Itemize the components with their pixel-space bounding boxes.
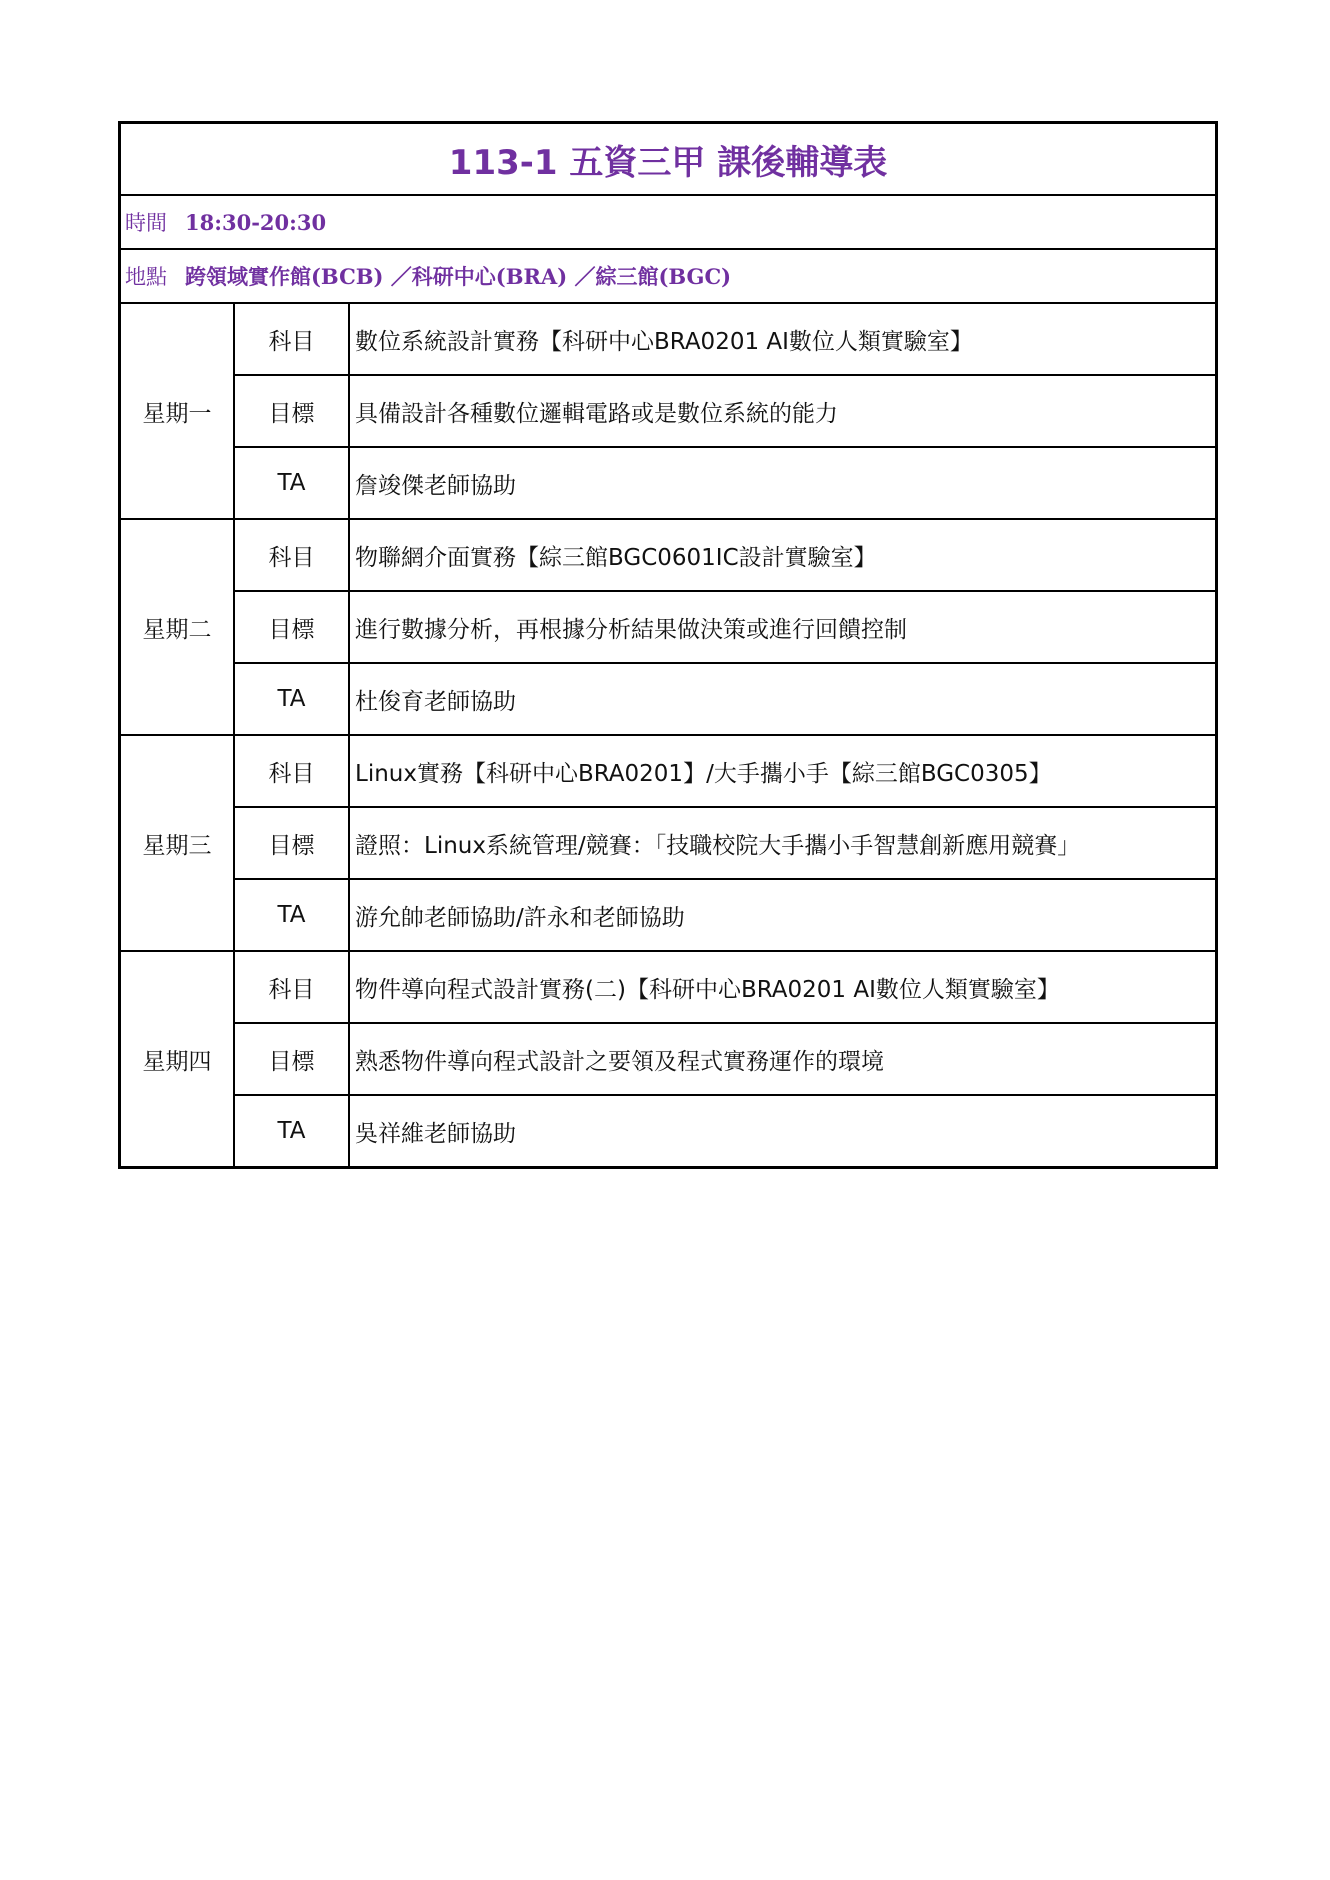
field-value: Linux實務【科研中心BRA0201】/大手攜小手【綜三館BGC0305】 [355,760,1052,787]
subject-row [235,736,1215,808]
subject-row [235,952,1215,1024]
day-label: 星期三 [121,736,235,950]
goal-row [235,592,1215,664]
schedule-table [118,121,1218,1169]
ta-row [235,1096,1215,1166]
goal-row [235,376,1215,448]
field-label: 目標 [235,808,350,878]
field-value: 吳祥維老師協助 [355,1120,516,1147]
subject-row [235,304,1215,376]
field-label: 目標 [235,592,350,662]
subject-row [235,520,1215,592]
field-label: 科目 [235,520,350,590]
day-block-monday [121,304,1215,520]
goal-row [235,1024,1215,1096]
location-row [121,250,1215,304]
field-value: 杜俊育老師協助 [355,688,516,715]
ta-row [235,664,1215,734]
field-label: TA [235,880,350,950]
field-value: 進行數據分析，再根據分析結果做決策或進行回饋控制 [355,616,907,643]
time-label: 時間 [125,211,167,235]
goal-row [235,808,1215,880]
day-block-wednesday [121,736,1215,952]
field-value: 物聯網介面實務【綜三館BGC0601IC設計實驗室】 [355,544,877,571]
ta-row [235,880,1215,950]
field-label: TA [235,1096,350,1166]
time-value: 18:30-20:30 [185,209,327,235]
field-value: 物件導向程式設計實務(二)【科研中心BRA0201 AI數位人類實驗室】 [355,976,1060,1003]
ta-row [235,448,1215,518]
page-title: 113-1 五資三甲 課後輔導表 [121,124,1215,196]
field-label: 科目 [235,952,350,1022]
day-block-tuesday [121,520,1215,736]
day-block-thursday [121,952,1215,1166]
time-row [121,196,1215,250]
day-label: 星期四 [121,952,235,1166]
field-label: TA [235,664,350,734]
field-label: 科目 [235,736,350,806]
day-label: 星期二 [121,520,235,734]
location-value: 跨領域實作館(BCB) ／科研中心(BRA) ／綜三館(BGC) [185,264,732,289]
field-value: 證照：Linux系統管理/競賽：「技職校院大手攜小手智慧創新應用競賽」 [355,832,1081,859]
field-label: TA [235,448,350,518]
field-value: 熟悉物件導向程式設計之要領及程式實務運作的環境 [355,1048,884,1075]
field-label: 目標 [235,376,350,446]
field-value: 游允帥老師協助/許永和老師協助 [355,904,685,931]
day-label: 星期一 [121,304,235,518]
field-value: 詹竣傑老師協助 [355,472,516,499]
field-value: 數位系統設計實務【科研中心BRA0201 AI數位人類實驗室】 [355,328,973,355]
field-value: 具備設計各種數位邏輯電路或是數位系統的能力 [355,400,838,427]
field-label: 科目 [235,304,350,374]
location-label: 地點 [125,265,167,289]
field-label: 目標 [235,1024,350,1094]
